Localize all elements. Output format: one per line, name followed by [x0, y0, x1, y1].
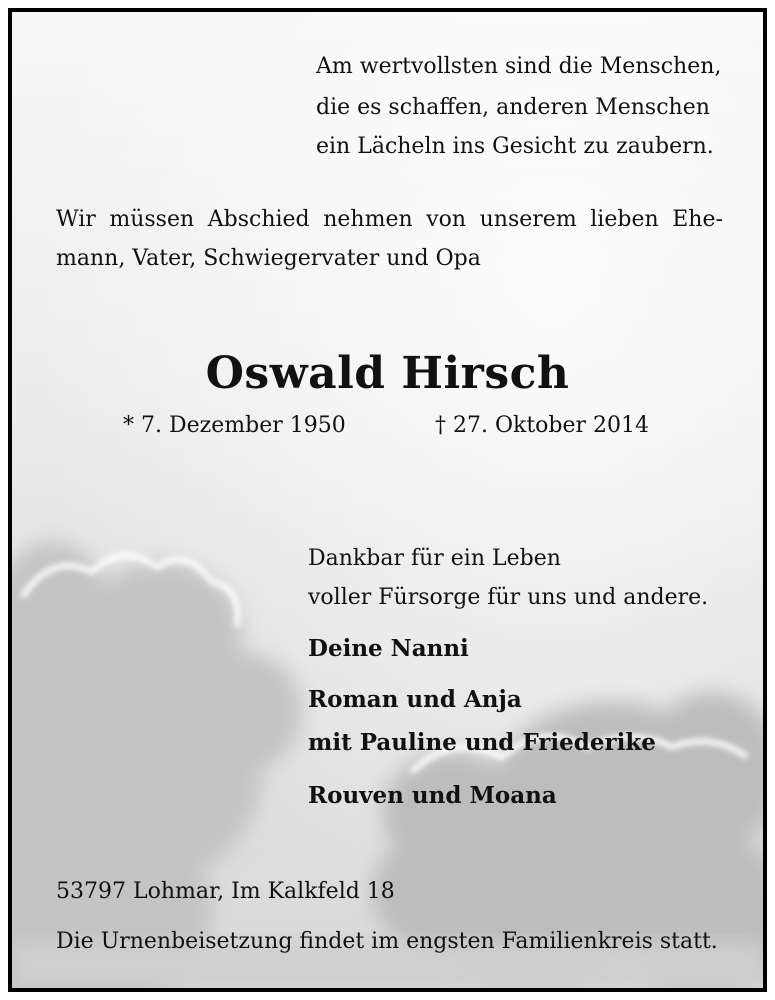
- obituary-notice: [8, 8, 767, 992]
- intro-word: von: [426, 207, 467, 232]
- mourning-address: 53797 Lohmar, Im Kalkfeld 18: [56, 879, 395, 904]
- death-date: † 27. Oktober 2014: [435, 413, 650, 438]
- intro-word: müssen: [109, 207, 195, 232]
- intro-word: Abschied: [207, 207, 310, 232]
- signature-line: Deine Nanni: [308, 635, 469, 662]
- quote-line-1: Am wertvollsten sind die Menschen,: [316, 54, 722, 79]
- burial-note: Die Urnenbeisetzung findet im engsten Familienkreis statt.: [56, 929, 718, 954]
- quote-line-2: die es schaffen, anderen Menschen: [316, 95, 710, 120]
- signature-line: mit Pauline und Friederike: [308, 729, 656, 756]
- deceased-name: Oswald Hirsch: [205, 348, 570, 399]
- signature-line: Roman und Anja: [308, 686, 522, 713]
- birth-date: * 7. Dezember 1950: [123, 413, 346, 438]
- thanks-line-1: Dankbar für ein Leben: [308, 546, 561, 571]
- intro-word: Wir: [56, 207, 96, 232]
- thanks-line-2: voller Fürsorge für uns und andere.: [308, 585, 709, 610]
- intro-word: unserem: [479, 207, 577, 232]
- intro-line-2: mann, Vater, Schwiegervater und Opa: [56, 246, 481, 271]
- intro-line-1: [56, 207, 723, 233]
- intro-word: lieben: [590, 207, 659, 232]
- signature-line: Rouven und Moana: [308, 782, 557, 809]
- intro-word: Ehe-: [672, 207, 723, 232]
- intro-word: nehmen: [323, 207, 413, 232]
- quote-line-3: ein Lächeln ins Gesicht zu zaubern.: [316, 134, 714, 159]
